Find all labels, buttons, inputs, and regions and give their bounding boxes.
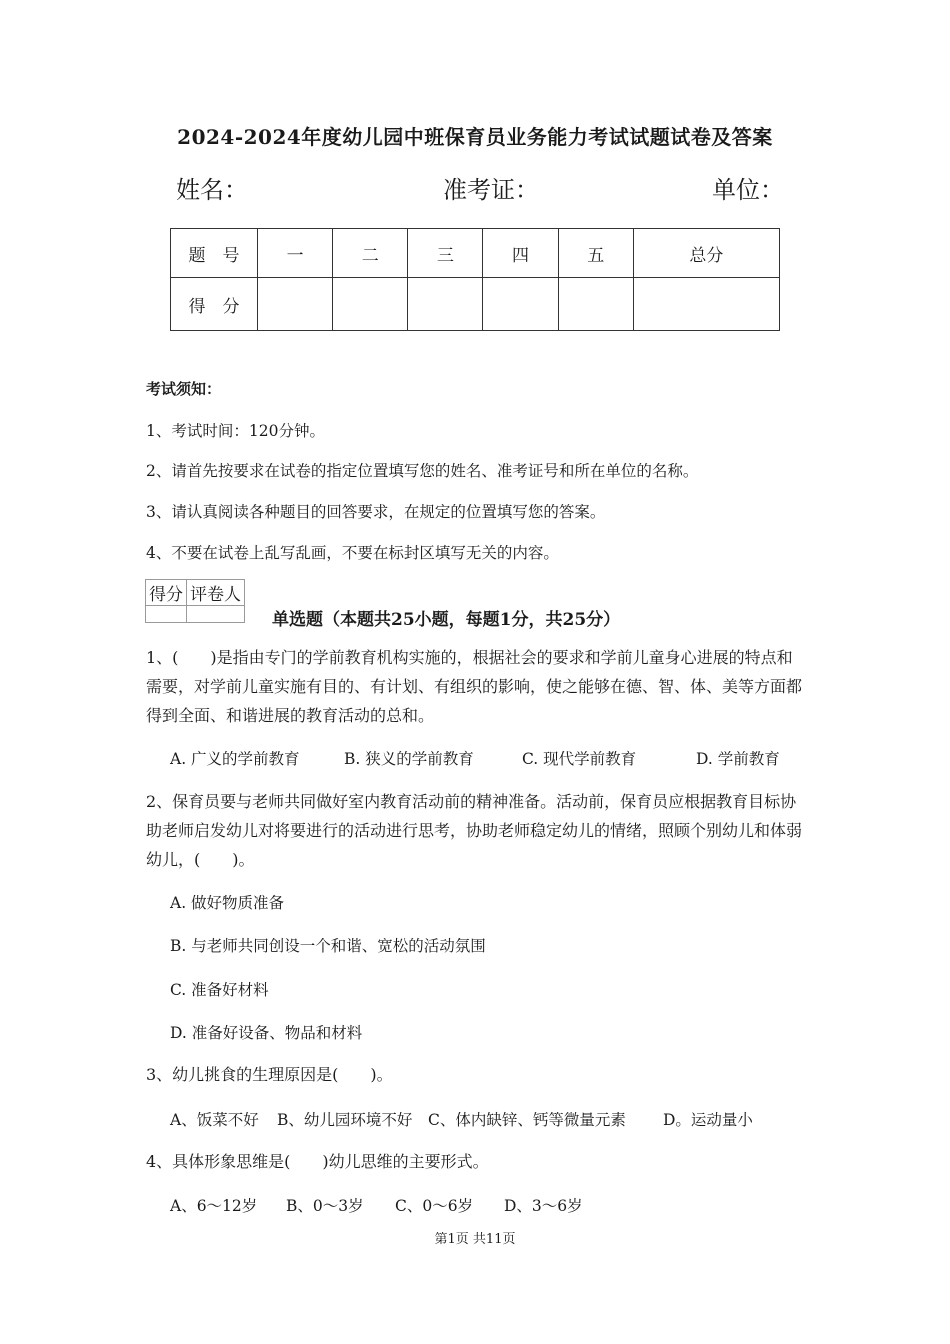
notice-item: 4、不要在试卷上乱写乱画，不要在标封区填写无关的内容。 — [146, 544, 559, 562]
grader-score-cell[interactable] — [146, 606, 187, 623]
question-1-option-c: C. 现代学前教育 — [522, 750, 637, 768]
score-table — [170, 228, 780, 331]
score-input-cell[interactable] — [558, 278, 633, 331]
question-3-option-c: C、体内缺锌、钙等微量元素 — [428, 1111, 626, 1129]
question-2-option-c: C. 准备好材料 — [170, 981, 269, 999]
score-table-cell: 二 — [333, 229, 408, 278]
score-table-cell: 得 分 — [171, 278, 258, 331]
grader-box — [145, 579, 245, 623]
score-table-header-row — [171, 229, 780, 278]
score-table-cell: 五 — [558, 229, 633, 278]
notice-item: 2、请首先按要求在试卷的指定位置填写您的姓名、准考证号和所在单位的名称。 — [146, 462, 699, 480]
document-title: 2024-2024年度幼儿园中班保育员业务能力考试试题试卷及答案 — [177, 125, 773, 149]
question-3-option-b: B、幼儿园环境不好 — [277, 1111, 413, 1129]
score-table-score-row — [171, 278, 780, 331]
question-1-option-b: B. 狭义的学前教育 — [344, 750, 474, 768]
score-input-cell[interactable] — [333, 278, 408, 331]
question-1-option-d: D. 学前教育 — [696, 750, 780, 768]
score-input-cell[interactable] — [633, 278, 779, 331]
question-4-option-d: D、3～6岁 — [504, 1197, 583, 1215]
page-footer: 第1页 共11页 — [434, 1232, 516, 1247]
question-2-option-b: B. 与老师共同创设一个和谐、宽松的活动氛围 — [170, 937, 486, 955]
notice-item: 3、请认真阅读各种题目的回答要求，在规定的位置填写您的答案。 — [146, 503, 606, 521]
score-input-cell[interactable] — [258, 278, 333, 331]
score-table-cell: 一 — [258, 229, 333, 278]
notice-item: 1、考试时间：120分钟。 — [146, 422, 325, 440]
question-4-text: 4、具体形象思维是( )幼儿思维的主要形式。 — [146, 1152, 489, 1171]
unit-label: 单位： — [712, 176, 784, 204]
notice-heading: 考试须知： — [146, 380, 222, 398]
score-table-cell: 三 — [408, 229, 483, 278]
question-2-option-d: D. 准备好设备、物品和材料 — [170, 1024, 363, 1042]
name-label: 姓名： — [176, 176, 248, 204]
grader-name-label: 评卷人 — [187, 580, 245, 606]
question-4-option-b: B、0～3岁 — [286, 1197, 364, 1215]
question-3-text: 3、幼儿挑食的生理原因是( )。 — [146, 1065, 393, 1084]
score-table-cell: 题 号 — [171, 229, 258, 278]
ticket-number-label: 准考证： — [443, 176, 539, 204]
grader-score-label: 得分 — [146, 580, 187, 606]
question-4-option-a: A、6～12岁 — [170, 1197, 258, 1215]
question-1-text: 1、( )是指由专门的学前教育机构实施的，根据社会的要求和学前儿童身心进展的特点和需要，对学前儿童实施有目的、有计划、有组织的影响，使之能够在德、智、体、美等方面都得到全面、和谐进展的教育活动的总和。 — [146, 648, 803, 725]
section-title: 单选题（本题共25小题，每题1分，共25分） — [272, 610, 621, 630]
score-input-cell[interactable] — [483, 278, 558, 331]
question-2-text: 2、保育员要与老师共同做好室内教育活动前的精神准备。活动前，保育员应根据教育目标协助老师启发幼儿对将要进行的活动进行思考，协助老师稳定幼儿的情绪，照顾个别幼儿和体弱幼儿，( )。 — [146, 792, 803, 869]
score-table-cell: 四 — [483, 229, 558, 278]
question-3-option-a: A、饭菜不好 — [170, 1111, 259, 1129]
question-3-option-d: D。运动量小 — [663, 1111, 753, 1129]
score-input-cell[interactable] — [408, 278, 483, 331]
grader-name-cell[interactable] — [187, 606, 245, 623]
question-2-option-a: A. 做好物质准备 — [170, 894, 285, 912]
question-1-option-a: A. 广义的学前教育 — [170, 750, 300, 768]
question-4-option-c: C、0～6岁 — [395, 1197, 474, 1215]
score-table-cell: 总分 — [633, 229, 779, 278]
